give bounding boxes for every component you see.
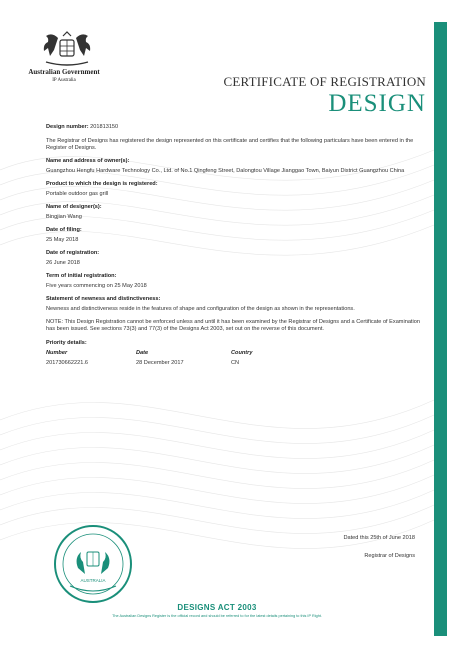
priority-number-value: 201730662221.6 [46, 360, 88, 366]
owner-section [46, 158, 426, 175]
designer-label: Name of designer(s): [46, 204, 102, 210]
designer-value: Bingjian Wang [46, 214, 82, 220]
priority-date-value: 28 December 2017 [136, 360, 184, 366]
registrar-signature-title: Registrar of Designs [364, 553, 415, 559]
seal-text: AUSTRALIA [80, 578, 106, 583]
term-section [46, 273, 426, 290]
coat-of-arms-icon [32, 30, 102, 70]
footnote-text: The Australian Designs Register is the official record and should be referred to for the latest details pertaining to this IP Right. [112, 614, 322, 618]
filing-value: 25 May 2018 [46, 237, 79, 243]
designer-section [46, 204, 426, 221]
official-seal-icon [48, 524, 138, 604]
registration-value: 26 June 2018 [46, 260, 80, 266]
government-name [18, 68, 110, 83]
owner-label: Name and address of owner(s): [46, 158, 130, 164]
agency-name: IP Australia [52, 78, 76, 83]
priority-header-row [46, 350, 426, 357]
certificate-title: CERTIFICATE OF REGISTRATION [223, 74, 426, 89]
term-value: Five years commencing on 25 May 2018 [46, 283, 147, 289]
priority-data-row [46, 360, 426, 367]
product-value: Portable outdoor gas grill [46, 191, 109, 197]
priority-date-header: Date [136, 350, 149, 356]
registration-section [46, 250, 426, 267]
newness-value: Newness and distinctiveness reside in the features of shape and configuration of the design as shown in the representations. [46, 306, 355, 312]
dated-text: Dated this 25th of June 2018 [343, 535, 415, 541]
product-section [46, 181, 426, 198]
priority-label: Priority details: [46, 340, 87, 346]
filing-section [46, 227, 426, 244]
design-number-line [46, 124, 426, 131]
design-number-label: Design number: [46, 124, 89, 130]
newness-label: Statement of newness and distinctiveness: [46, 296, 161, 302]
product-label: Product to which the design is registered: [46, 181, 158, 187]
registration-label: Date of registration: [46, 250, 100, 256]
priority-country-value: CN [231, 360, 240, 366]
intro-text: The Registrar of Designs has registered the design represented on this certificate and certifies that the following particulars have been entered in the Register of Designs. [46, 138, 414, 151]
certificate-body [46, 124, 426, 373]
design-number-value: 201813150 [90, 124, 119, 130]
gov-name-text: Australian Government [28, 68, 100, 76]
priority-country-header: Country [231, 350, 253, 356]
note-text: NOTE: This Design Registration cannot be enforced unless and until it has been examined by the Registrar of Designs and a Certificate of Examination has been issued. See sections 73(3) and 77(3) of the Designs Act 2003, set out on the reverse of this document. [46, 319, 420, 332]
designs-act-title: DESIGNS ACT 2003 [177, 603, 257, 612]
priority-section [46, 340, 426, 367]
owner-value: Guangzhou Hengfu Hardware Technology Co., Ltd. of No.1 Qingfeng Street, Dalongtou Village Jianggao Town, Baiyun District Guangzhou China [46, 168, 405, 174]
accent-stripe [434, 22, 447, 636]
priority-number-header: Number [46, 350, 68, 356]
design-title: DESIGN [328, 90, 426, 117]
term-label: Term of initial registration: [46, 273, 117, 279]
filing-label: Date of filing: [46, 227, 82, 233]
newness-section [46, 296, 426, 313]
